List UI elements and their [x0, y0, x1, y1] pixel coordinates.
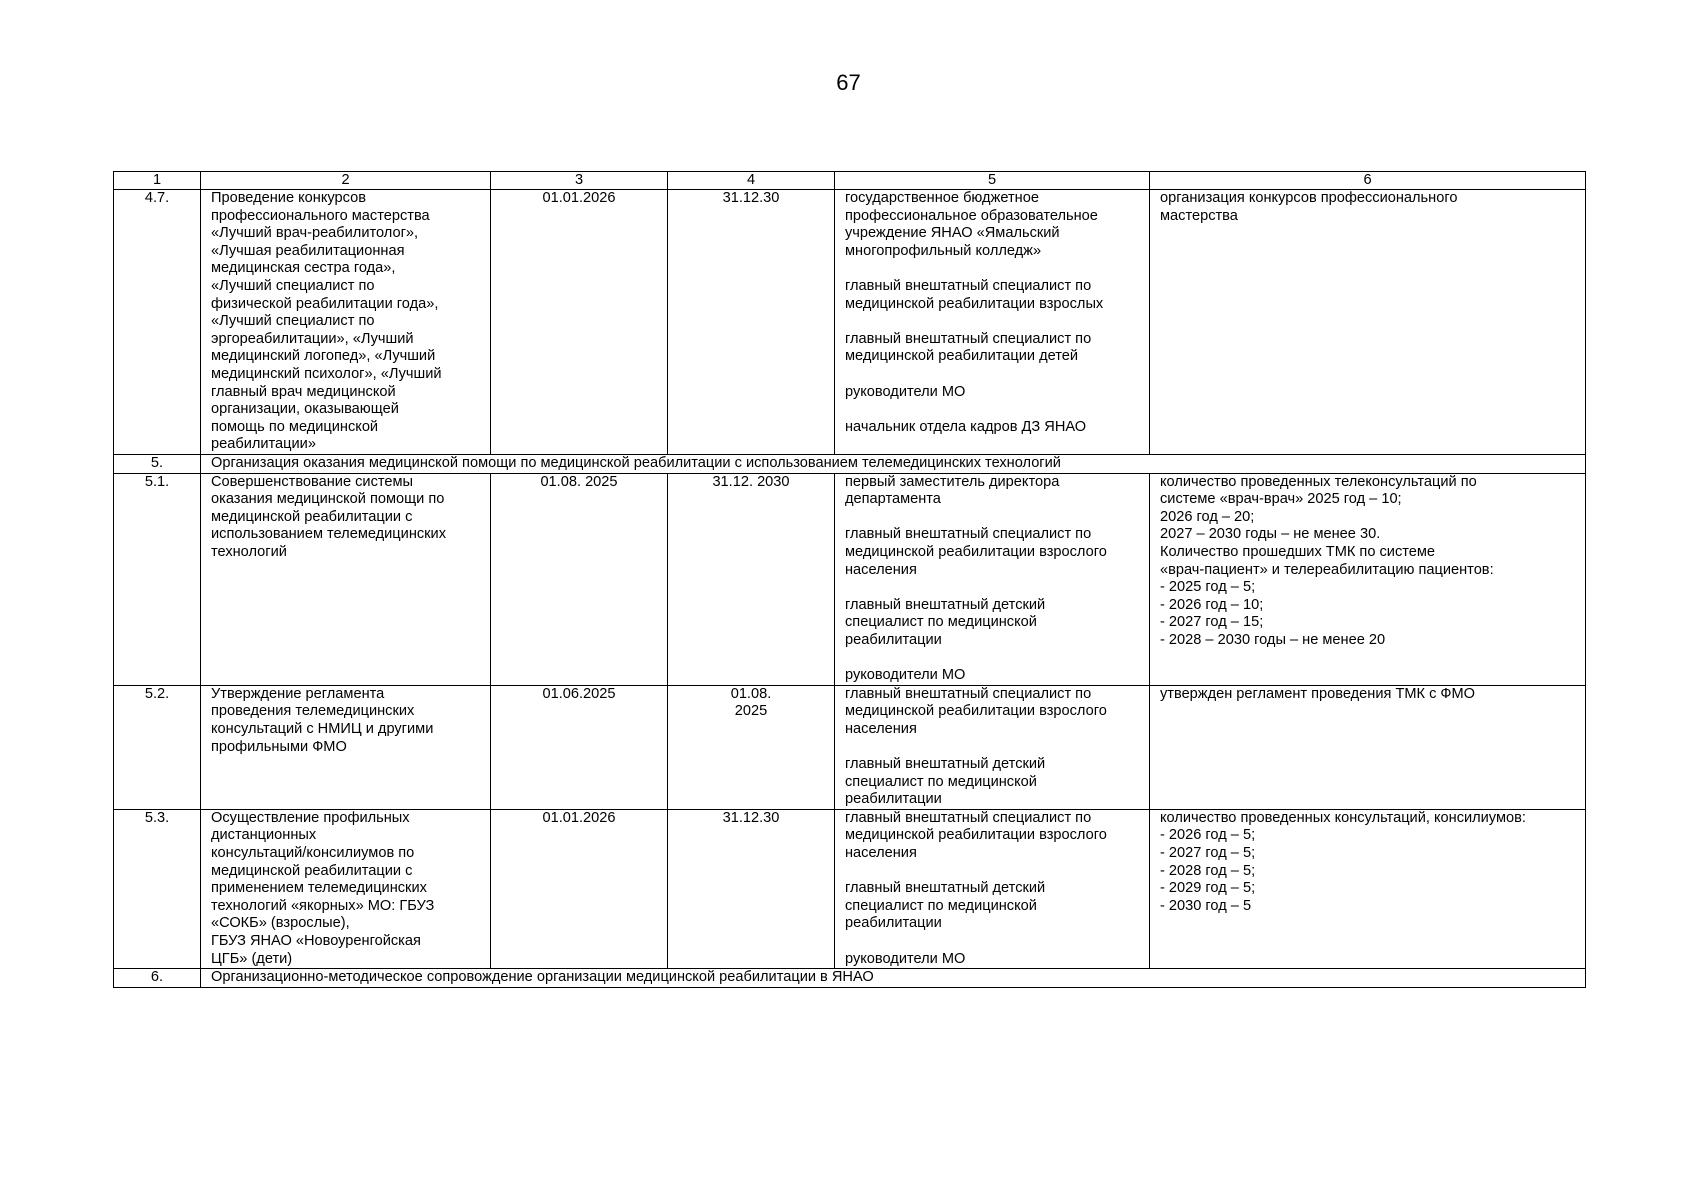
responsible-cell [835, 473, 1150, 685]
item-number: 5.2. [114, 685, 201, 809]
responsible-entry: руководители МО [845, 950, 966, 967]
end-date: 31.12. 2030 [668, 473, 835, 685]
result-cell [1150, 473, 1586, 685]
result-cell [1150, 685, 1586, 809]
responsible-entry: главный внештатный специалист по медицинской реабилитации взрослых [845, 277, 1104, 312]
responsible-cell [835, 685, 1150, 809]
activity-cell [201, 473, 491, 685]
responsible-entry: начальник отдела кадров ДЗ ЯНАО [845, 418, 1087, 435]
activity-text: Совершенствование системы оказания медицинской помощи по медицинской реабилитации с использованием телемедицинских технологий [211, 473, 447, 560]
activity-text: Осуществление профильных дистанционных консультаций/консилиумов по медицинской реабилитации с применением телемедицинских технологий «якорных» МО: ГБУЗ «СОКБ» (взрослые), ГБУЗ ЯНАО «Новоуренгойская ЦГБ» (дети) [211, 809, 435, 967]
start-date: 01.08. 2025 [491, 473, 668, 685]
activity-text: Проведение конкурсов профессионального мастерства «Лучший врач-реабилитолог», «Лучшая реабилитационная медицинская сестра года», «Лучший специалист по физической реабилитации года», «Лучший специалист по эргореабилитации», «Лучший медицинский логопед», «Лучший медицинский психолог», «Лучший главный врач медицинской организации, оказывающей помощь по медицинской реабилитации» [211, 190, 442, 453]
table-row [114, 473, 1586, 685]
table-row [114, 809, 1586, 968]
responsible-entry: главный внештатный детский специалист по медицинской реабилитации [845, 880, 1046, 932]
section-row [114, 455, 1586, 474]
column-number-4: 4 [668, 172, 835, 190]
responsible-entry: главный внештатный специалист по медицинской реабилитации взрослого населения [845, 685, 1107, 737]
section-number: 5. [114, 455, 201, 474]
responsible-cell [835, 809, 1150, 968]
activity-text: Утверждение регламента проведения телемедицинских консультаций с НМИЦ и другими профильными ФМО [211, 685, 434, 755]
column-number-header [114, 172, 1586, 190]
responsible-entry: главный внештатный специалист по медицинской реабилитации взрослого населения [845, 809, 1107, 862]
responsible-entry: государственное бюджетное профессиональное образовательное учреждение ЯНАО «Ямальский многопрофильный колледж» [845, 190, 1098, 259]
item-number: 5.3. [114, 809, 201, 968]
end-date-text: 01.08. 2025 [730, 685, 772, 720]
responsible-cell [835, 190, 1150, 455]
column-number-1: 1 [114, 172, 201, 190]
responsible-entry: главный внештатный специалист по медицинской реабилитации детей [845, 330, 1092, 365]
responsible-entry: главный внештатный специалист по медицинской реабилитации взрослого населения [845, 526, 1107, 578]
start-date: 01.06.2025 [491, 685, 668, 809]
responsible-entry: руководители МО [845, 383, 966, 400]
responsible-entry: главный внештатный детский специалист по медицинской реабилитации [845, 596, 1046, 648]
start-date: 01.01.2026 [491, 190, 668, 455]
end-date: 31.12.30 [668, 809, 835, 968]
section-row [114, 969, 1586, 988]
column-number-6: 6 [1150, 172, 1586, 190]
result-cell [1150, 190, 1586, 455]
page-number: 67 [836, 70, 861, 95]
result-text: организация конкурсов профессионального мастерства [1160, 190, 1458, 224]
responsible-entry: первый заместитель директора департамента [845, 473, 1060, 508]
column-number-2: 2 [201, 172, 491, 190]
activity-plan-table [113, 171, 1586, 988]
section-title: Организационно-методическое сопровождение организации медицинской реабилитации в ЯНАО [201, 969, 1586, 988]
start-date: 01.01.2026 [491, 809, 668, 968]
item-number: 4.7. [114, 190, 201, 455]
result-text: количество проведенных консультаций, консилиумов: - 2026 год – 5; - 2027 год – 5; - 2028 год – 5; - 2029 год – 5; - 2030 год – 5 [1160, 809, 1526, 914]
responsible-entry: главный внештатный детский специалист по медицинской реабилитации [845, 756, 1046, 808]
section-number: 6. [114, 969, 201, 988]
result-text: количество проведенных телеконсультаций по системе «врач-врач» 2025 год – 10; 2026 год – 20; 2027 – 2030 годы – не менее 30. Количество прошедших ТМК по системе «врач-пациент» и телереабилитацию пациентов: - 2025 год – 5; - 2026 год – 10; - 2027 год – 15; - 2028 – 2030 годы – не менее 20 [1160, 473, 1494, 648]
activity-cell [201, 190, 491, 455]
activity-cell [201, 685, 491, 809]
table-row [114, 685, 1586, 809]
section-title: Организация оказания медицинской помощи по медицинской реабилитации с использованием телемедицинских технологий [201, 455, 1586, 474]
end-date [668, 685, 835, 809]
activity-cell [201, 809, 491, 968]
result-cell [1150, 809, 1586, 968]
result-text: утвержден регламент проведения ТМК с ФМО [1160, 685, 1476, 702]
column-number-5: 5 [835, 172, 1150, 190]
column-number-3: 3 [491, 172, 668, 190]
table-row [114, 190, 1586, 455]
item-number: 5.1. [114, 473, 201, 685]
responsible-entry: руководители МО [845, 667, 966, 684]
end-date: 31.12.30 [668, 190, 835, 455]
